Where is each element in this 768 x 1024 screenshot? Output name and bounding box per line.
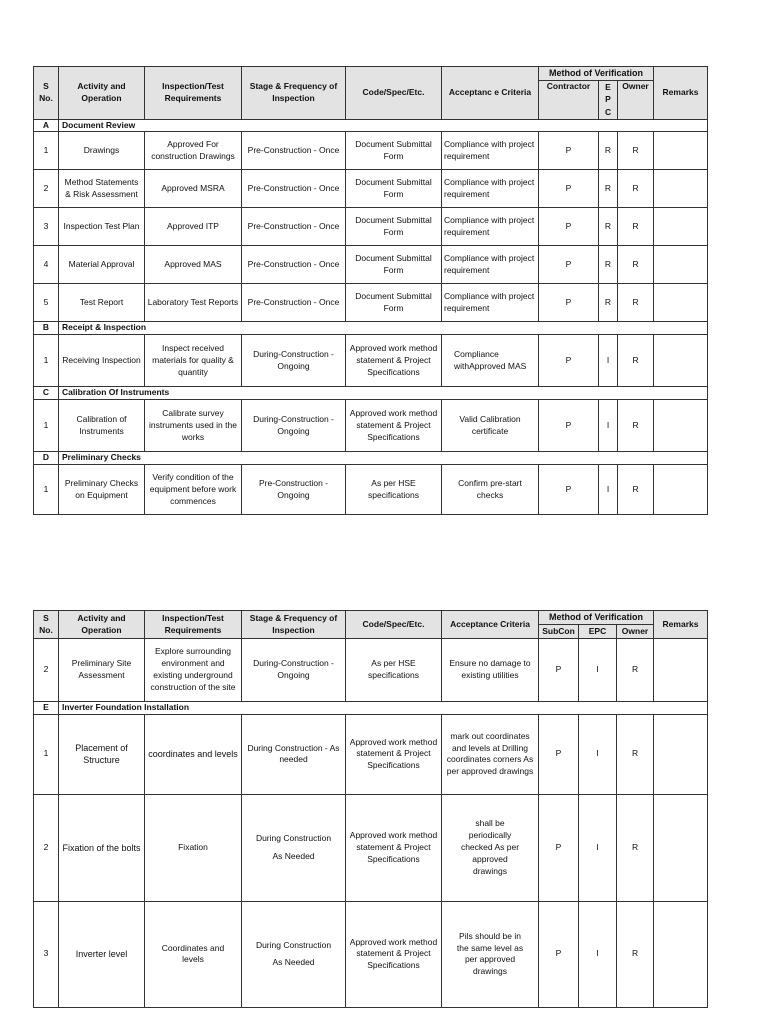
cell-owner: R — [618, 284, 654, 322]
section-letter: C — [34, 387, 59, 400]
cell-owner: R — [617, 714, 654, 794]
section-letter: A — [34, 119, 59, 132]
cell-stage: Pre-Construction - Once — [242, 132, 346, 170]
cell-stage: Pre-Construction - Once — [242, 208, 346, 246]
header-code: Code/Spec/Etc. — [346, 67, 442, 120]
cell-inspection: Fixation — [145, 794, 242, 901]
header-activity: Activity and Operation — [59, 67, 145, 120]
section-title: Preliminary Checks — [59, 452, 708, 465]
cell-acceptance: Compliance with project requirement — [442, 132, 539, 170]
cell-remarks — [654, 284, 708, 322]
table-row — [34, 208, 708, 246]
cell-inspection: Verify condition of the equipment before work commences — [145, 465, 242, 515]
cell-no: 3 — [34, 208, 59, 246]
stage-line-1: During Construction — [255, 939, 332, 950]
cell-acceptance: Ensure no damage to existing utilities — [442, 639, 539, 702]
table-row — [34, 132, 708, 170]
header-stage: Stage & Frequency of Inspection — [242, 67, 346, 120]
cell-no: 3 — [34, 901, 59, 1007]
itp-table-1 — [33, 66, 708, 515]
cell-code: Document Submittal Form — [346, 170, 442, 208]
table-row — [34, 714, 708, 794]
cell-remarks — [654, 901, 708, 1007]
cell-no: 1 — [34, 465, 59, 515]
cell-remarks — [654, 132, 708, 170]
cell-inspection: Approved For construction Drawings — [145, 132, 242, 170]
cell-subcon: P — [539, 901, 579, 1007]
header-remarks: Remarks — [654, 67, 708, 120]
cell-owner: R — [618, 246, 654, 284]
cell-epc: R — [599, 170, 618, 208]
table-row — [34, 246, 708, 284]
cell-stage: Pre-Construction - Once — [242, 284, 346, 322]
cell-epc: R — [599, 246, 618, 284]
header-inspection: Inspection/Test Requirements — [145, 611, 242, 639]
cell-no: 2 — [34, 639, 59, 702]
cell-remarks — [654, 335, 708, 387]
section-title: Receipt & Inspection — [59, 322, 708, 335]
cell-inspection: Calibrate survey instruments used in the works — [145, 400, 242, 452]
cell-activity: Inverter level — [59, 901, 145, 1007]
cell-contractor: P — [539, 284, 599, 322]
cell-acceptance: Compliance with project requirement — [442, 170, 539, 208]
cell-owner: R — [617, 794, 654, 901]
cell-stage: Pre-Construction - Once — [242, 170, 346, 208]
cell-activity: Drawings — [59, 132, 145, 170]
cell-contractor: P — [539, 465, 599, 515]
cell-acceptance: shall be periodically checked As per approved drawings — [442, 794, 539, 901]
cell-epc: I — [579, 794, 617, 901]
cell-subcon: P — [539, 639, 579, 702]
header-epc: EPC — [579, 625, 617, 639]
section-title: Inverter Foundation Installation — [59, 702, 708, 715]
cell-inspection: Inspect received materials for quality & quantity — [145, 335, 242, 387]
cell-contractor: P — [539, 335, 599, 387]
cell-code: Approved work method statement & Project Specifications — [346, 400, 442, 452]
table-row — [34, 465, 708, 515]
cell-contractor: P — [539, 246, 599, 284]
cell-acceptance: Compliance with project requirement — [442, 246, 539, 284]
cell-epc: R — [599, 208, 618, 246]
cell-stage: During-Construction - Ongoing — [242, 335, 346, 387]
header-epc — [599, 81, 618, 120]
cell-inspection: Approved ITP — [145, 208, 242, 246]
cell-contractor: P — [539, 132, 599, 170]
cell-remarks — [654, 714, 708, 794]
table-row — [34, 284, 708, 322]
cell-no: 4 — [34, 246, 59, 284]
cell-code: Approved work method statement & Project Specifications — [346, 901, 442, 1007]
cell-stage — [242, 901, 346, 1007]
header-activity: Activity and Operation — [59, 611, 145, 639]
cell-acceptance: Compliance with project requirement — [442, 208, 539, 246]
cell-contractor: P — [539, 170, 599, 208]
cell-code: Approved work method statement & Project Specifications — [346, 335, 442, 387]
cell-code: Document Submittal Form — [346, 208, 442, 246]
cell-activity: Fixation of the bolts — [59, 794, 145, 901]
cell-no: 1 — [34, 400, 59, 452]
itp-table-2 — [33, 610, 708, 1008]
section-row — [34, 702, 708, 715]
cell-code: As per HSE specifications — [346, 639, 442, 702]
cell-remarks — [654, 208, 708, 246]
header-acceptance: Acceptanc e Criteria — [442, 67, 539, 120]
cell-stage: During Construction - As needed — [242, 714, 346, 794]
cell-remarks — [654, 639, 708, 702]
cell-code: Document Submittal Form — [346, 284, 442, 322]
cell-activity: Preliminary Site Assessment — [59, 639, 145, 702]
cell-acceptance: mark out coordinates and levels at Drilling coordinates corners As per approved drawings — [442, 714, 539, 794]
cell-stage: During-Construction - Ongoing — [242, 639, 346, 702]
header-contractor: Contractor — [539, 81, 599, 120]
table-row — [34, 400, 708, 452]
stage-line-2: As Needed — [272, 957, 315, 968]
stage-line-1: During Construction — [255, 833, 332, 843]
cell-epc: I — [599, 400, 618, 452]
cell-code: Document Submittal Form — [346, 246, 442, 284]
header-code: Code/Spec/Etc. — [346, 611, 442, 639]
section-row — [34, 387, 708, 400]
cell-inspection: coordinates and levels — [145, 714, 242, 794]
cell-epc: I — [579, 714, 617, 794]
header-sno: S No. — [34, 611, 59, 639]
cell-subcon: P — [539, 794, 579, 901]
cell-owner: R — [617, 639, 654, 702]
cell-inspection: Approved MSRA — [145, 170, 242, 208]
cell-acceptance: Valid Calibration certificate — [442, 400, 539, 452]
section-title: Calibration Of Instruments — [59, 387, 708, 400]
cell-stage: Pre-Construction - Once — [242, 246, 346, 284]
header-epc-label: EPC — [605, 82, 612, 117]
table-row — [34, 794, 708, 901]
section-title: Document Review — [59, 119, 708, 132]
cell-activity: Test Report — [59, 284, 145, 322]
section-letter: B — [34, 322, 59, 335]
section-row — [34, 119, 708, 132]
cell-no: 5 — [34, 284, 59, 322]
cell-contractor: P — [539, 400, 599, 452]
cell-owner: R — [618, 170, 654, 208]
header-inspection: Inspection/Test Requirements — [145, 67, 242, 120]
cell-contractor: P — [539, 208, 599, 246]
section-letter: D — [34, 452, 59, 465]
cell-remarks — [654, 465, 708, 515]
cell-epc: I — [579, 901, 617, 1007]
cell-inspection: Approved MAS — [145, 246, 242, 284]
cell-code: Document Submittal Form — [346, 132, 442, 170]
header-method: Method of Verification — [539, 611, 654, 625]
header-acceptance: Acceptance Criteria — [442, 611, 539, 639]
cell-owner: R — [618, 132, 654, 170]
header-owner: Owner — [617, 625, 654, 639]
cell-no: 1 — [34, 132, 59, 170]
cell-activity: Placement of Structure — [59, 714, 145, 794]
table-row — [34, 901, 708, 1007]
cell-epc: I — [579, 639, 617, 702]
cell-owner: R — [618, 400, 654, 452]
cell-code: Approved work method statement & Project Specifications — [346, 714, 442, 794]
cell-inspection: Laboratory Test Reports — [145, 284, 242, 322]
cell-acceptance: Confirm pre-start checks — [442, 465, 539, 515]
section-letter: E — [34, 702, 59, 715]
cell-no: 1 — [34, 714, 59, 794]
cell-stage: Pre-Construction - Ongoing — [242, 465, 346, 515]
cell-code: Approved work method statement & Project Specifications — [346, 794, 442, 901]
cell-acceptance: Pils should be in the same level as per approved drawings — [442, 901, 539, 1007]
header-method: Method of Verification — [539, 67, 654, 81]
cell-epc: I — [599, 335, 618, 387]
header-remarks: Remarks — [654, 611, 708, 639]
header-sno: S No. — [34, 67, 59, 120]
cell-activity: Material Approval — [59, 246, 145, 284]
table-row — [34, 639, 708, 702]
cell-owner: R — [618, 208, 654, 246]
stage-line-2: As Needed — [272, 850, 315, 861]
cell-activity: Method Statements & Risk Assessment — [59, 170, 145, 208]
cell-remarks — [654, 794, 708, 901]
cell-activity: Receiving Inspection — [59, 335, 145, 387]
cell-epc: I — [599, 465, 618, 515]
cell-remarks — [654, 246, 708, 284]
cell-stage — [242, 794, 346, 901]
cell-epc: R — [599, 284, 618, 322]
cell-inspection: Coordinates and levels — [145, 901, 242, 1007]
cell-remarks — [654, 400, 708, 452]
cell-owner: R — [618, 465, 654, 515]
section-row — [34, 322, 708, 335]
table-row — [34, 170, 708, 208]
cell-stage: During-Construction - Ongoing — [242, 400, 346, 452]
cell-owner: R — [617, 901, 654, 1007]
cell-epc: R — [599, 132, 618, 170]
cell-owner: R — [618, 335, 654, 387]
cell-activity: Calibration of Instruments — [59, 400, 145, 452]
cell-remarks — [654, 170, 708, 208]
table-row — [34, 335, 708, 387]
cell-no: 1 — [34, 335, 59, 387]
cell-activity: Inspection Test Plan — [59, 208, 145, 246]
header-owner: Owner — [618, 81, 654, 120]
cell-code: As per HSE specifications — [346, 465, 442, 515]
cell-subcon: P — [539, 714, 579, 794]
cell-no: 2 — [34, 794, 59, 901]
cell-activity: Preliminary Checks on Equipment — [59, 465, 145, 515]
cell-acceptance: Compliance withApproved MAS — [442, 335, 539, 387]
section-row — [34, 452, 708, 465]
header-stage: Stage & Frequency of Inspection — [242, 611, 346, 639]
cell-inspection: Explore surrounding environment and existing underground construction of the site — [145, 639, 242, 702]
cell-no: 2 — [34, 170, 59, 208]
header-subcon: SubCon — [539, 625, 579, 639]
cell-acceptance: Compliance with project requirement — [442, 284, 539, 322]
